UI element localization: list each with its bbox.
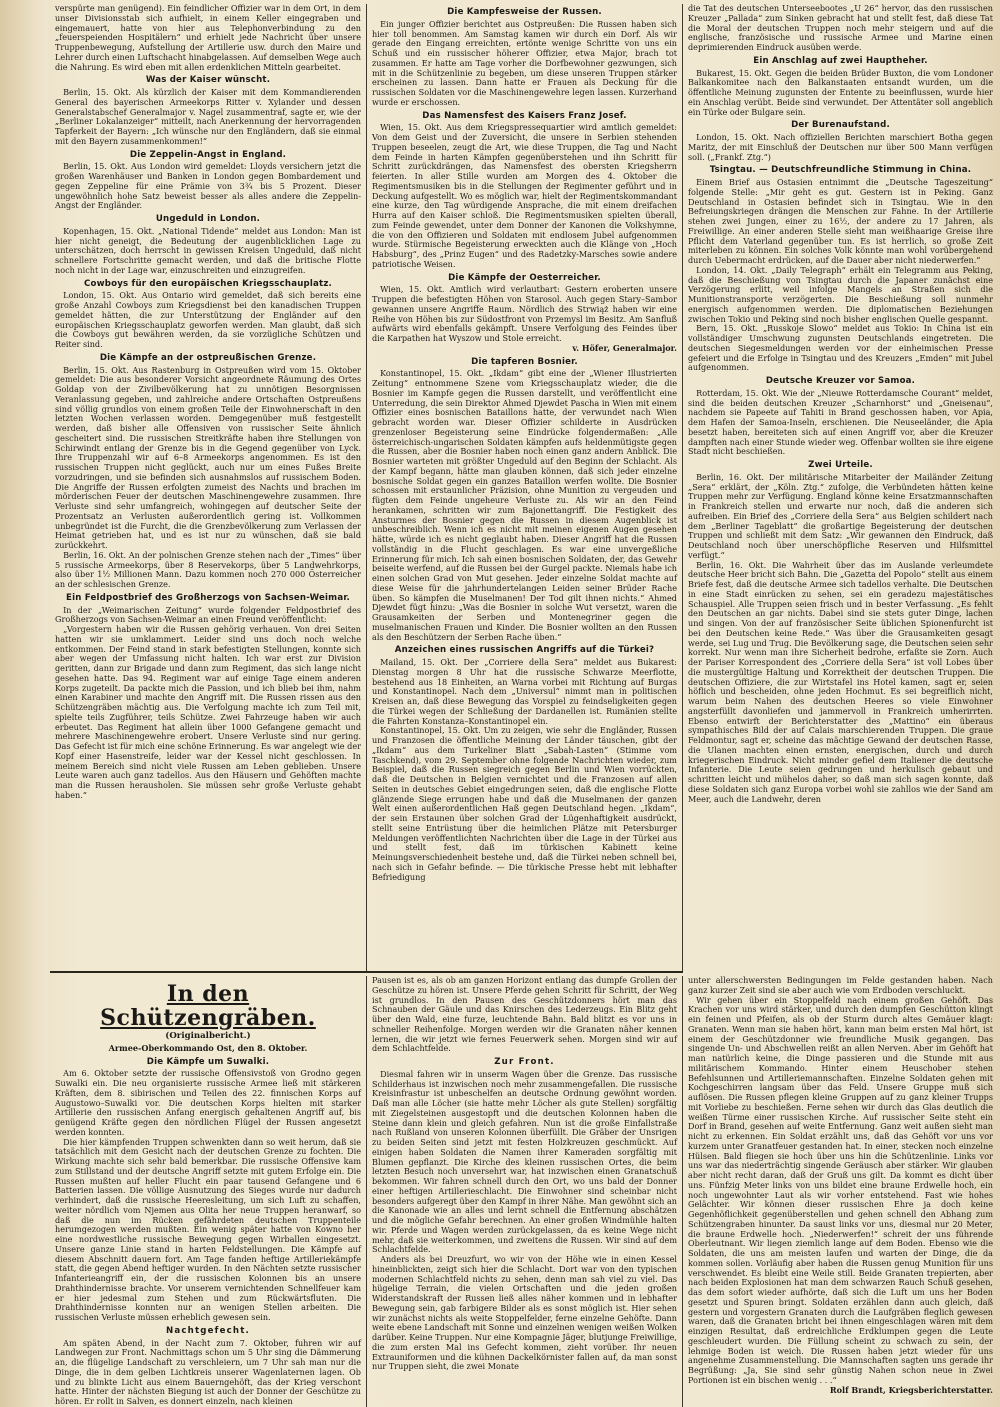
article-text: Einem Brief aus Ostasien entnimmt die „Deutsche Tageszeitung“ folgende Stelle: „Mir geht es gut. Gestern ist in Peking. Ganz Deutschland in Ostasien befindet sich in Tsingtau. Wie in den Befreiungskriegen drängen die Menschen zur Fahne. In der Artillerie stehen zwei Jungen, einer zu 16½, der andere zu 17 Jahren, als Freiwillige. An einer anderen Stelle sieht man weißhaarige Greise ihre Pflicht dem Vaterland gegenüber tun. Es ist herrlich, so große Zeit miterleben zu können. Ein solches Volk könnte man wohl vorübergehend durch Uebermacht erdrücken, auf die Dauer aber nicht niederwerfen.“ <box>688 177 993 265</box>
headline: Deutsche Kreuzer vor Samoa. <box>765 376 916 386</box>
section-divider <box>50 971 683 973</box>
headline: Die Zeppelin-Angst in England. <box>129 149 287 160</box>
article-text: Kopenhagen, 15. Okt. „National Tidende“ meldet aus London: Man ist hier nicht geneigt, die Bedeutung der augenblicklichen Lage zu unterschätzen, doch herrscht in gewissen Kreisen Ungeduld, daß nicht schnellere Fortschritte gemacht werden, und daß die britische Flotte noch nicht in der Lage war, einzuschreiten und einzugreifen. <box>55 225 361 275</box>
article-text: Anders als bei Dreuzfurt, wo wir von der Höhe wie in einen Kessel hineinblickten, zeigt sich hier die Schlacht. Dort war von den typischen modernen Schlachtfeld nichts zu sehen, denn man sah viel zu viel. Das hügelige Terrain, die vielen Ortschaften und die jeden großen Widerstandskraft der Russen ließ alles näher kommen und in lebhafter Bewegung sein, gab farbigere Bilder als es sonst möglich ist. Hier sehen wir zunächst nichts als weite Stoppelfelder, ferne einzelne Gehöfte. Dann weite ebene Landschaft mit Sonne und einzelnen wenigen weißen Wolken darüber. Keine Truppen. Nur eine Kompagnie Jäger, blutjunge Freiwillige, die zum ersten Mal ins Gefecht kommen, zieht vorüber. Ihr neuen Extrauniformen und die kühnen Dackelkörnister fallen auf, da man sonst nur Truppen sieht, die zwei Monate <box>372 1254 677 1372</box>
headline: Ein Anschlag auf zwei Hauptheher. <box>753 55 928 66</box>
signature: v. Höfer, Generalmajor. <box>572 342 677 353</box>
column-bottom-3 <box>682 976 998 1407</box>
headline: Das Namensfest des Kaisers Franz Josef. <box>422 110 627 121</box>
article-text: Konstantinopel, 15. Okt. Um zu zeigen, wie sehr die Engländer, Russen und Franzosen die öffentliche Meinung der Länder täuschen, gibt der „Ikdam“ aus dem Turkeliner Blatt „Sabah-Lasten“ (Stimme vom Taschkend), vom 29. September ohne folgende Nachrichten wieder, zum Beispiel, daß die Russen siegreich gegen Berlin und Wien vorrückten, daß die Deutschen in Belgien vernichtet und die Franzosen auf allen Seiten in deutsches Gebiet eingedrungen seien, daß die englische Flotte glänzende Siege errungen habe und daß die Muselmanen der ganzen Welt einen außerordentlichen Haß gegen Deutschland hegen. „Ikdam“, der sein Erstaunen über solchen Grad der Lügenhaftigkeit ausdrückt, stellt seine Entrüstung über die heimlichen Plätze mit Petersburger Meldungen veröffentlichten Nachrichten über die Lage in der Türkei aus und stellt fest, daß im türkischen Kabinett keine Meinungsverschiedenheit bestehe und, daß die Türkei neben schnell bei, nach sich in Gefahr befinde. — Die türkische Presse hebt mit lebhafter Befriedigung <box>372 725 677 882</box>
article-text: Ein junger Offizier berichtet aus Ostpreußen: Die Russen haben sich hier toll benommen. Am Samstag kamen wir durch ein Dorf. Als wir gerade den Eingang erreichten, ertönte wenige Schritte von uns ein Schuß und ein russischer höherer Offizier, etwa Major, brach tot zusammen. Er hatte am Tage vorher die Dorfbewohner gezwungen, sich mit in die Schützenlinie zu begeben, um diese unseren Truppen stärker erscheinen zu lassen. Dann hatte er Frauen als Deckung für die russischen Soldaten vor die Maschinengewehre legen lassen. Kurzerhand wurde er erschossen. <box>372 18 677 107</box>
headline: Anzeichen eines russischen Angriffs auf die Türkei? <box>394 645 655 656</box>
article-text: Berlin, 15. Okt. Als kürzlich der Kaiser mit dem Kommandierenden General des bayerischen Armeekorps Ritter v. Xylander und dessen Generalstabschef Generalmajor v. Nagel zusammentraf, sagte er, wie der „Berliner Lokalanzeiger“ mitteilt, nach Anerkennung der hervorragenden Tapferkeit der Bayern: „Ich wünsche nur den Engländern, daß sie einmal mit den Bayern zusammenkommen!“ <box>55 87 361 146</box>
article-text: Wien, 15. Okt. Amtlich wird verlautbart: Gestern eroberten unsere Truppen die befestigten Höhen von Starosol. Auch gegen Stary–Sambor gewannen unsere Angriffe Raum. Nördlich des Strwiąż haben wir eine Reihe von Höhen bis zur Südostfront von Przemysl im Besitz. Am Sanfluß aufwärts wird ebenfalls gekämpft. Unsere Verfolgung des Feindes über die Karpathen hat Wyszow und Stole erreicht. <box>372 284 677 343</box>
headline: Was der Kaiser wünscht. <box>145 75 271 86</box>
article-text: Am 6. Oktober setzte der russische Offensivstoß von Grodno gegen Suwalki ein. Die neu organisierte russische Armee ließ mit stärkeren Kräften, dem 8. sibirischen und Teilen des 22. finnischen Korps auf Augustowo–Suwalki vor. Die deutschen Korps hielten mit starker Artillerie den russischen Anfang energisch gehaltenen Angriff auf, bis genügend Kräfte gegen den nördlichen Flügel der Russen angesetzt werden konnten. <box>55 1068 361 1137</box>
column-2 <box>366 4 682 972</box>
headline: Zwei Urteile. <box>808 460 873 470</box>
headline: Ein Feldpostbrief des Großherzogs von Sachsen-Weimar. <box>66 592 350 603</box>
article-text: Berlin, 16. Okt. An der polnischen Grenze stehen nach der „Times“ über 5 russische Armeekorps, über 8 Reservekorps, über 5 Landwehrkorps, also über 1½ Millionen Mann. Dazu kommen noch 270 000 Österreicher an der schlesischen Grenze. <box>55 549 361 589</box>
bottom-section <box>50 976 998 1407</box>
article-text: Konstantinopel, 15. Okt. „Ikdam“ gibt eine der „Wiener Illustrierten Zeitung“ entnommene Szene vom Kriegsschauplatz wieder, die die Bosnier im Kampfe gegen die Russen darstellt, und veröffentlicht eine Unterredung, die sein Direktor Ahmed Djewdet Pascha in Wien mit einem Offizier eines bosnischen Bataillons hatte, der verwundet nach Wien gebracht worden war. Dieser Offizier schilderte in Ausdrücken grenzenloser Begeisterung seine Eindrücke folgendermaßen: „Alle österreichisch-ungarischen Soldaten kämpfen aufs heldenmütigste gegen die Russen, aber die Bosnier haben noch einen ganz andern Anblick. Die Bosnier warteten mit größter Ungeduld auf den Beginn der Schlacht. Als der Kampf begann, hätte man glauben können, daß sich jeder einzelne bosnische Soldat gegen ein ganzes Bataillon werfen wollte. Die Bosnier schossen mit erstaunlicher Präzision, ohne Munition zu vergeuden und fügten dem Feinde ungeheure Verluste zu. Als wir an den Feind herankamen, schritten wir zum Bajonettangriff. Die Festigkeit des Ansturmes der Bosnier gegen die Russen in diesem Augenblick ist unbeschreiblich. Wenn ich es nicht mit meinen eigenen Augen gesehen hätte, würde ich es nicht geglaubt haben. Dieser Angriff hat die Russen vollständig in die Flucht geschlagen. Es war eine unvergeßliche Erinnerung für mich. Ich sah einen bosnischen Soldaten, der, das Gewehr beiseite werfend, auf die Russen bei der Gurgel packte. Niemals habe ich einen solchen Grad von Mut gesehen. Jeder einzelne Soldat machte auf diese Weise für die jahrhundertelangen Leiden seiner Brüder Rache üben. So kämpfen die Muselmanen! Der Tod gilt ihnen nichts.“ Ahmed Djewdet fügt hinzu: „Was die Bosnier in solche Wut versetzt, waren die Grausamkeiten der Serben und Montenegriner gegen die muselmanischen Frauen und Kinder. Die Bosnier wollten an den Russen als den Beschützern der Serben Rache üben.“ <box>372 368 677 642</box>
article-text: Berlin, 16. Okt. Der militärische Mitarbeiter der Mailänder Zeitung „Sera“ erklärt, der „Köln. Ztg.“ zufolge, die Verbündeten hätten keine Truppen mehr zur Verfügung. England könne keine Ersatzmannschaften in Frankreich stellen und erwarte nur noch, daß die anderen sich aufreiben. Ein Brief des „Corriere della Sera“ aus Belgien schildert nach dem „Berliner Tageblatt“ die großartige Begeisterung der deutschen Truppen und schließt mit dem Satz: „Wir gewannen den Eindruck, daß Deutschland noch über unerschöpfliche Reserven und Hilfsmittel verfügt.“ <box>688 471 993 560</box>
article-text: Bukarest, 15. Okt. Gegen die beiden Brüder Buxton, die vom Londoner Balkankomitee nach den Balkanstaaten entsandt wurden, um die öffentliche Meinung zugunsten der Entente zu beeinflussen, wurde hier ein Anschlag verübt. Beide sind verwundet. Der Attentäter soll angeblich ein Türke oder Bulgare sein. <box>688 67 993 117</box>
column-bottom-1 <box>50 976 366 1407</box>
dateline: Armee-Oberkommando Ost, den 8. Oktober. <box>108 1042 308 1053</box>
article-text: verspürte man genügend). Ein feindlicher Offizier war in dem Ort, in dem unser Divisionsstab sich aufhielt, in einem Keller eingegraben und eingemauert, hatte von hier aus Telephonverbindung zu den „feuerspeienden Hospitälern“ und erhielt jede Nachricht über unsere Truppenbewegung, Aufstellung der Artillerie usw. durch den Maire und Lehrer durch einen Luftschacht hinabgelassen. Auf demselben Wege auch die Nahrung. Es wird eben mit allen erdenklichen Mitteln gearbeitet. <box>55 4 361 72</box>
feature-title: In den Schützengräben. <box>100 981 316 1031</box>
headline: Die Kämpfe an der ostpreußischen Grenze. <box>99 352 317 363</box>
article-text: Mailand, 15. Okt. Der „Corriere della Sera“ meldet aus Bukarest: Dienstag morgen 8 Uhr hat die russische Schwarze Meerflotte, bestehend aus 18 Einheiten, an Warna vorbei mit Richtung auf Burgas und Konstantinopel. Nach dem „Universul“ nimmt man in politischen Kreisen an, daß diese Bewegung das Vorspiel zu feindseligkeiten gegen die Türkei wegen der Schließung der Dardanellen ist. Rumänien stellte die Fahrten Konstanza–Konstantinopel ein. <box>372 657 677 726</box>
headline: Zur Front. <box>494 1057 555 1067</box>
top-section <box>50 4 998 972</box>
headline: Die tapferen Bosnier. <box>471 356 578 367</box>
article-text: Diesmal fahren wir in unserm Wagen über die Grenze. Das russische Schilderhaus ist inzwischen noch mehr zusammengefallen. Die russische Kreisinfrastur ist unbeschelfen an deutsche Ordnung gewöhnt worden. Daß man alle Löcher (sie hatte mehr Löcher als gute Stellen) sorgfältig mit Ziegelsteinen ausgestopft und die deutschen Kolonnen haben die Steine dann klein und gleich gefahren. Nun ist die große Einfallstraße nach Rußland von unseren Kolonnen überfüllt. Die Gräber der Unsrigen zu beiden Seiten sind jetzt mit festen Holzkreuzen geschmückt. Auf einigen haben Soldaten die Namen ihrer Kameraden sorgfältig mit Blumen gepflanzt. Die Kirche des kleinen russischen Ortes, die beim letzten Besuch noch unversehrt war, hat inzwischen einen Granatschuß bekommen. Wir fahren schnell durch den Ort, wo uns bald der Donner einer heftigen Artillerieschlacht. Die Einwohner sind scheinbar nicht besonders aufgeregt über den Kampf in ihrer Nähe. Man gewöhnt sich an die Kanonade wie an alles und lernt schnell die Entfernung abschätzen und die mögliche Gefahr berechnen. An einer großen Windmühle halten wir. Pferde und Wagen werden zurückgelassen, da es keine Wege nicht mehr, daß sie weiterkommen, und zweitens die Russen. Wir sind auf dem Schlachtfelde. <box>372 1068 677 1255</box>
article-text: In der „Weimarischen Zeitung“ wurde folgender Feldpostbrief des Großherzogs von Sachsen-Weimar an einen Freund veröffentlicht: <box>55 604 361 625</box>
article-text: London, 14. Okt. „Daily Telegraph“ erhält ein Telegramm aus Peking, daß die Beschießung von Tsingtau durch die Japaner zunächst eine Verzögerung erlitt, weil infolge Mangels an Straßen sich die Munitionstransporte verzögerten. Die Beschießung soll nunmehr energisch aufgenommen werden. Die diplomatischen Beziehungen zwischen Tokio und Peking sind noch bisher englischen Quelle gespannt. <box>688 264 993 324</box>
article-text: Die hier kämpfenden Truppen schwenkten dann so weit herum, daß sie tatsächlich mit dem Gesicht nach der deutschen Grenze zu fochten. Die Wirkung machte sich sehr bald bemerkbar. Die russische Offensive kam zum Stillstand und der deutsche Angriff setzte mit gutem Erfolge ein. Die Russen mußten auf heller Flucht ein paar tausend Gefangene und 6 Batterien lassen. Die völlige Ausnutzung des Sieges wurde nur dadurch verhindert, daß die russische Heeresleitung, um sich Luft zu schaffen, weiter nördlich vom Njemen aus Olita her neue Truppen heranwarf, so daß die nun im Rücken gefährdeten deutschen Truppenteile herumgezogen werden mußten. Ein wenig später hatte von Kowno her eine nordwestliche russische Bewegung gegen Wirballen eingesetzt. Unsere ganze Linie stand in harten Feldstellungen. Die Kämpfe auf diesem Abschnitt dauern fort. Am Tage fanden heftige Artilleriekämpfe statt, die gegen Abend heftiger wurden. In den Nächten setzte russischer Infanterieangriff ein, der die russischen Kolonnen bis an unsere Drahthindernisse brachte. Vor unserem vernichtenden Schnellfeuer kam er hier jedesmal zum Stehen und zum Rückwärtsfluten. Die Drahthindernisse konnten nur an wenigen Stellen arbeiten. Die russischen Verluste müssen erheblich gewesen sein. <box>55 1136 361 1322</box>
signature: Rolf Brandt, Kriegsberichterstatter. <box>829 1384 993 1395</box>
headline: Ungeduld in London. <box>155 214 261 224</box>
article-text: die Tat des deutschen Unterseebootes „U 26“ hervor, das den russischen Kreuzer „Pallada“ zum Sinken gebracht hat und stellt fest, daß diese Tat die Moral der deutschen Truppen noch mehr steigern und auf die englische, französische und russische Armee und Marine einen deprimierenden Eindruck ausüben werde. <box>688 4 993 52</box>
headline: Cowboys für den europäischen Kriegsschauplatz. <box>84 278 332 289</box>
article-text: Bern, 15. Okt. „Russkoje Slowo“ meldet aus Tokio: In China ist ein vollständiger Umschwung zugunsten Deutschlands eingetreten. Die deutschen Siegesmeldungen werden vor der einheimischen Presse gefeiert und die Erfolge in Tsingtau und des Kreuzers „Emden“ mit Jubel aufgenommen. <box>688 323 993 373</box>
headline: Nachtgefecht. <box>165 1325 251 1336</box>
article-text: Wien, 15. Okt. Aus dem Kriegspressequartier wird amtlich gemeldet: Von dem Geist und der Zuversicht, die unsere in Serbien stehenden Truppen beseelen, zeugt die Art, wie diese Truppen, die Tag und Nacht dem Feinde in harten Kämpfen gegenüberstehen und ihn Schritt für Schritt zurückdrängen, das Namensfest des obersten Kriegsherrn feierten. In aller Stille wurden am Morgen des 4. Oktober die Regimentsmusiken bis in die Stellungen der Regimenter geführt und in Deckung aufgestellt. Wo es möglich war, hielt der Regimentskommandant eine kurze, den Tag würdigende Ansprache, die mit einem dreifachen Hurra auf den Kaiser schloß. Die Regimentsmusiken spielten überall, zum Feinde gewendet, unter dem Donner der Kanonen die Volkshymne, die von den Offizieren und Soldaten mit endlosem Jubel aufgenommen wurde. Stürmische Begeisterung erweckten auch die Klänge von „Hoch Habsburg“, des „Prinz Eugen“ und des Radetzky-Marsches sowie andere patriotische Weisen. <box>372 122 677 269</box>
article-text: Berlin, 15. Okt. Aus Rastenburg in Ostpreußen wird vom 15. Oktober gemeldet: Die aus besonderer Vorsicht angeordnete Räumung des Ortes Goldap von der Zivilbevölkerung hat zu unnötigen Besorgnissen Veranlassung gegeben, und zahlreiche andere Ortschaften Ostpreußens sind völlig grundlos von einem großen Teile der Einwohnerschaft in den letzten Wochen verlassen worden. Demgegenüber muß festgestellt werden, daß bisher alle Offensiven von russischer Seite ähnlich gescheitert sind. Die russischen Streitkräfte haben ihre Stellungen von Schirwindt entlang der Grenze bis in die Gegend gegenüber von Lyck. Ihre Truppenzahl wir auf 6–8 Armeekorps angenommen. Es ist den russischen Truppen nicht geglückt, auch nur um eines Fußes Breite vorzudringen, und sie befinden sich ausnahmslos auf russischem Boden. Die Angriffe der Russen erfolgten zumeist des Nachts und brachen im mörderischen Feuer der deutschen Maschinengewehre zusammen. Ihre Verluste sind sehr umfangreich, wohingegen auf deutscher Seite der Prozentsatz an Verlusten außerordentlich gering ist. Vollkommen unbegründet ist die Furcht, die die Grenzbevölkerung zum Verlassen der Heimat getrieben hat, und es ist nur zu wünschen, daß sie bald zurückkehrt. <box>55 364 361 550</box>
headline: Die Kämpfe um Suwalki. <box>146 1056 270 1067</box>
article-text: London, 15. Okt. Nach offiziellen Berichten marschiert Botha gegen Maritz, der mit Einschluß der Deutschen nur über 500 Mann verfügen soll. („Frankf. Ztg.“) <box>688 132 993 162</box>
headline: Die Kämpfe der Oesterreicher. <box>448 272 601 283</box>
article-text: „Vorgestern haben wir die Russen gehörig verhauen. Von drei Seiten hatten wir sie umklammert. Leider sind uns doch noch welche entkommen. Der Feind stand in stark befestigten Stellungen, konnte sich aber wegen der Umfassung nicht halten. Ich war erst zur Division geritten, dann zur Brigade und dann zum Regiment, das sich lange nicht gesehen hatte. Das 94. Regiment war auf einige Tage einem anderen Korps zugeteilt. Da packte mich die Passion, und ich blieb bei ihm, nahm einen Karabiner und machte den Angriff mit. Die Russen rissen aus den Schützengräben mächtig aus. Die Verfolgung machte ich zum Teil mit, spielte teils Zugführer, teils Schütze. Zwei Fahrzeuge haben wir auch erbeutet. Das Regiment hat allein über 1000 Gefangene gemacht und mehrere Maschinengewehre erobert. Unsere Verluste sind nur gering. Das Gefecht ist für mich eine schöne Erinnerung. Es war angelegt wie der Kopf einer Hasenstreife, leider war der Kessel nicht geschlossen. In meinem Bereich sind nicht viele Russen am Leben geblieben. Unsere Leute waren auch ganz tadellos. Aus den Häusern und Gehöften machte man die Russen herausholen. Sie müssen sehr große Verluste gehabt haben.“ <box>55 624 361 800</box>
page-fold-shadow <box>0 0 48 1407</box>
headline: Tsingtau. — Deutschfreundliche Stimmung in China. <box>709 165 972 176</box>
article-text: London, 15. Okt. Aus Ontario wird gemeldet, daß sich bereits eine große Anzahl Cowboys zum Kriegsdienst bei den kanadischen Truppen gemeldet hätten, die zur Unterstützung der Engländer auf den europäischen Kriegsschauplatz geworfen werden. Man glaubt, daß sich die Cowboys gut bewähren werden, da sie vorzügliche Schützen und Reiter sind. <box>55 290 361 349</box>
article-text: Am späten Abend, in der Nacht zum 7. Oktober, fuhren wir auf Landwegen zur Front. Nachmittags schon um 5 Uhr sing die Dämmerung an, die flügelige Landschaft zu verschleiern, um 7 Uhr sah man nur die Dinge, die in dem gelben Lichtkreis unserer Wagenlaternen lagen. Ob und zu blinkte Licht aus einem Bauerngehöft, das der Krieg verschont hatte. Hinter der nächsten Biegung ist auch der Donner der Geschütze zu hören. Er rollt in Salven, es donnert einzeln, nach kleinen <box>55 1337 361 1406</box>
column-bottom-2 <box>366 976 682 1407</box>
headline: Der Burenaufstand. <box>791 120 890 131</box>
column-1 <box>50 4 366 972</box>
article-text: Berlin, 16. Okt. Die Wahrheit über das im Auslande verleumdete deutsche Heer bricht sich Bahn. Die „Gazetta del Popolo“ stellt aus einem Briefe fest, daß die deutsche Armee sich tadellos verhalte. Die Deutschen in eine Stadt einrücken zu sehen, sei ein geradezu majestätisches Schauspiel. Alle Truppen seien frisch und in bester Verfassung. „Es fehlt den Deutschen an gar nichts. Dabei sind sie stets guter Dinge, lachen und singen. Von der auf französischer Seite üblichen Spionenfurcht ist bei den Deutschen keine Rede.“ Was über die Grausamkeiten gesagt werde, sei Lug und Trug. Die Bevölkerung sage, die Deutschen seien sehr korrekt. Nur wenn man ihre Sicherheit bedrohe, erfaßte sie Zorn. Auch der Pariser Korrespondent des „Corriere della Sera“ ist voll Lobes über die mustergültige Haltung und Korrektheit der deutschen Truppen. Die deutschen Offiziere, die zur Wirtstafel ins Hotel kamen, sagt er, seien höflich und bescheiden, ohne jeden Hochmut. Es sei begreiflich nicht, warum beim Nahen des deutschen Heeres so viele Einwohner angsterfüllt davonliefen und jammervoll in Frankreich umherirrten. Ebenso entwirft der Berichterstatter des „Mattino“ ein überaus sympathisches Bild der auf Calais marschierenden Truppen. Die graue Feldmontur, sagt er, scheine das mächtige Gewand der deutschen Rasse, die Ulanen machten einen ernsten, energischen, durch und durch kriegerischen Eindruck. Nicht minder gefiel dem Italiener die deutsche Infanterie. Die Leute seien gedrungen und herkulisch gebaut und schritten leicht und mühelos daher, so daß man sich sagen konnte, daß diese Soldaten sich ganz Europa vorbei wohl sie zahllos wie der Sand am Meer, auch die Landwehr, deren <box>688 559 993 804</box>
article-text: Wir gehen über ein Stoppelfeld nach einem großen Gehöft. Das Krachen vor uns wird stärker, und durch den dumpfen Geschütton klingt ein feinen und Pfeifen, als ob der Sturm durch altes Gemäuer klagt: Granaten. Wenn man sie haben hört, kann man beim ersten Mal hört, ist einem der Geschützdonner wie freundliche Musik gegangen. Das singende Un- und Abschwellen reißt an allen Nerven. Aber im Gehöft hat man natürlich keine, die Dinge passieren und die Stunde mit aus militärischem Kommando. Hinter einem Heuschober stehen Befehlsunnen und Artilleriemannschaften. Einzelne Soldaten gehen mit Kochgeschirren langsam über das Feld. Unsere Gruppe muß sich auflösen. Die Russen pflegen kleine Gruppen auf zu ganz kleiner Trupps mit Vorliebe zu beschießen. Ferne sehen wir durch das Glas deutlich die weißen Türme einer russischen Kirche. Auf russischer Seite steht ein Dorf in Brand, gesehen auf weite Entfernung. Ganz weit außen sieht man nicht zu erkennen. Ein Soldat erzählt uns, daß das Gehöft vor uns vor kurzem unter Granatfeuer gestanden hat. In einer, stecken noch einzelne Hülsen. Bald fliegen sie hoch über uns hin die Schützenlinie. Links vor uns war das niederträchtig singende Geräusch aber stärker. Wir glauben aber nicht recht daran, daß der Gruß uns gilt. Da kommt es dicht über uns. Fünfzig Meter links von uns bildet eine braune Erdwelle hoch, ein noch ungewohnter Laut als wir vorher entstehend. Fast wie hohes Gelächter. Wir können dieser russischen Ehre ja doch keine Gegenhöflichkeit gegenüberstellen und gehen schnell den Abhang zum Schützengraben hinunter. Da saust links vor uns, diesmal nur 20 Meter, die braune Erdwelle hoch. „Niederwerfen!“ schreit der uns führende Oberleutnant. Wir liegen ziemlich lange auf dem Boden. Ebenso wie die Soldaten, die uns am meisten laufen und warten der Dinge, die da kommen sollen. Vorläufig aber haben die Russen genug Munition für uns verschwendet. Es bleibt eine Weile still. Beide Granaten trepierten, aber nach beiden Explosionen hat man dem schwarzen Rauch Schuß gesehen, das dem sofort wieder aufhörte, daß sich die Luft um uns her Boden gesetzt und Spuren bringt. Soldaten erzählen dann auch gleich, daß gestern und vorgestern Granaten durch die Laufgräben fleglich gewesen waren, daß die Granaten bricht bei ihnen eingeschlagen wären mit dem einzigen Resultat, daß erdreichliche Erdklumpen gegen die Leute geschleudert wurden. Die Füllung scheint zu schwach zu sein, der lehmige Boden ist weich. Die Russen haben jetzt wieder für uns angenehme Zusammenstellung. Die Mannschaften sagten uns gerade ihr Begrüßung: „Ja, Sie sind sehr günstig Nahen schon neue in Zwei Portionen ist ein bischen wenig . . .“ <box>688 994 993 1385</box>
article-text: Pausen ist es, als ob am ganzen Horizont entlang das dumpfe Grollen der Geschütze zu hören ist. Unsere Pferde gehen Schritt für Schritt, der Weg ist grundlos. In den Pausen des Geschützdonners hört man das Schnauben der Gäule und das Knirschen des Lederzeugs. Ein Blitz geht über den Wald, eine furze, leuchtende Bahn. Bald blitzt es vor uns in schneller Reihenfolge. Morgen werden wir die Granaten näher kennen lernen, die wir jetzt wie fernes Feuerwerk sehen. Morgen sind wir auf dem Schlachtfelde. <box>372 976 677 1054</box>
column-3 <box>682 4 998 972</box>
article-text: unter allerschwersten Bedingungen im Felde gestanden haben. Nach ganz kurzer Zeit sind sie aber auch wie vom Erdboden verschluckt. <box>688 976 993 995</box>
feature-subtitle: (Originalbericht.) <box>165 1031 251 1041</box>
article-text: Rotterdam, 15. Okt. Wie der „Nieuwe Rotterdamsche Courant“ meldet, sind die beiden deutschen Kreuzer „Scharnhorst“ und „Gneisenau“, nachdem sie Papeete auf Tahiti in Brand geschossen haben, vor Apia, dem Hafen der Samoa-Inseln, erschienen. Die Neuseeländer, die Apia besetzt haben, bereiteten sich auf einen Angriff vor, aber die Kreuzer dampften nach einer Stunde wieder weg. Offenbar wollten sie ihre eigene Stadt nicht beschießen. <box>688 387 993 457</box>
headline: Die Kampfesweise der Russen. <box>447 7 602 17</box>
article-text: Berlin, 15. Okt. Aus London wird gemeldet: Lloyds versichern jetzt die großen Warenhäuser und Banken in London gegen Bombardement und gegen Zeppeline für eine Prämie von 3¾ bis 5 Prozent. Dieser ungewöhnlich hohe Satz beweist besser als alles andere die Zeppelin-Angst der Engländer. <box>55 161 361 211</box>
